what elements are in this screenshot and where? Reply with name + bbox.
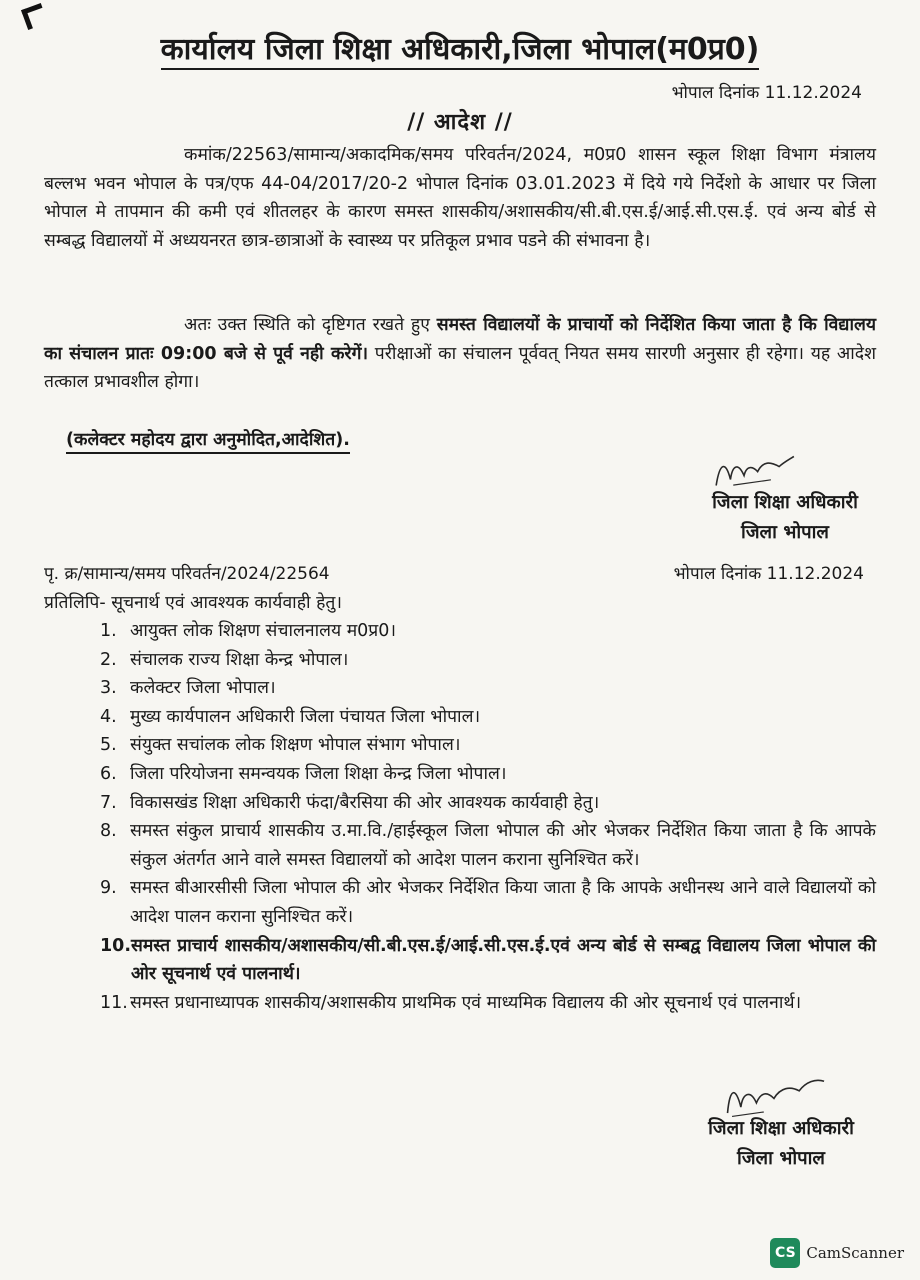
collector-approval-note: (कलेक्टर महोदय द्वारा अनुमोदित,आदेशित). xyxy=(66,428,350,454)
office-heading xyxy=(0,30,920,70)
list-item: 7. विकासखंड शिक्षा अधिकारी फंदा/बैरसिया की ओर आवश्यक कार्यवाही हेतु। xyxy=(100,792,600,813)
recipient-list xyxy=(100,617,876,1017)
list-item: 11. समस्त प्रधानाध्यापक शासकीय/अशासकीय प्राथमिक एवं माध्यमिक विद्यालय की ओर सूचनार्थ एवं पालनार्थ। xyxy=(100,992,802,1013)
signatory-block-2 xyxy=(676,1114,886,1174)
list-item: 8. समस्त संकुल प्राचार्य शासकीय उ.मा.वि./हाईस्कूल जिला भोपाल की ओर भेजकर निर्देशित किया जाता है कि आपके संकुल अंतर्गत आने वाले समस्त विद्यालयों को आदेश पालन कराना सुनिश्चित करें। xyxy=(100,821,876,870)
list-item: 2. संचालक राज्य शिक्षा केन्द्र भोपाल। xyxy=(100,649,349,670)
para2-directive: समस्त विद्यालयों के प्राचार्यो को निर्देशित किया जाता है कि विद्यालय का संचालन प्रातः 09:00 बजे से पूर्व नही करेगें। xyxy=(44,315,876,364)
list-item: 5. संयुक्त सचांलक लोक शिक्षण भोपाल संभाग भोपाल। xyxy=(100,735,461,756)
order-title: // आदेश // xyxy=(407,110,513,135)
camscanner-logo-icon: CS xyxy=(770,1238,800,1268)
list-item: 4. मुख्य कार्यपालन अधिकारी जिला पंचायत जिला भोपाल। xyxy=(100,706,481,727)
para2-intro: अतः उक्त स्थिति को दृष्टिगत रखते हुए xyxy=(184,315,437,335)
list-item: 10. समस्त प्राचार्य शासकीय/अशासकीय/सी.बी.एस.ई/आई.सी.एस.ई.एवं अन्य बोर्ड से सम्बद्व विद्यालय जिला भोपाल की ओर सूचनार्थ एवं पालनार्थ। xyxy=(100,935,876,985)
signatory-designation: जिला शिक्षा अधिकारी xyxy=(708,1118,854,1139)
signatory-designation: जिला शिक्षा अधिकारी xyxy=(712,492,858,513)
copy-date: भोपाल दिनांक 11.12.2024 xyxy=(673,564,864,584)
list-item: 9. समस्त बीआरसीसी जिला भोपाल की ओर भेजकर निर्देशित किया जाता है कि आपके अधीनस्थ आने वाले विद्यालयों को आदेश पालन कराना सुनिश्चित करें। xyxy=(100,878,876,927)
camscanner-brand: CamScanner xyxy=(806,1244,904,1262)
copy-reference-number: पृ. क्र/सामान्य/समय परिवर्तन/2024/22564 xyxy=(44,564,330,584)
list-item: 1. आयुक्त लोक शिक्षण संचालनालय म0प्र0। xyxy=(100,621,397,641)
para2-conclusion: परीक्षाओं का संचालन पूर्ववत् नियत समय सारणी अनुसार ही रहेगा। यह आदेश तत्काल प्रभावशील होगा। xyxy=(44,343,876,392)
list-item: 6. जिला परियोजना समन्वयक जिला शिक्षा केन्द्र जिला भोपाल। xyxy=(100,763,507,784)
order-paragraph-1: कमांक/22563/सामान्य/अकादमिक/समय परिवर्तन/2024, म0प्र0 शासन स्कूल शिक्षा विभाग मंत्रालय बल्लभ भवन भोपाल के पत्र/एफ 44-04/2017/20-2 भोपाल दिनांक 03.01.2023 में दिये गये निर्देशो के आधार पर जिला भोपाल मे तापमान की कमी एवं शीतलहर के कारण समस्त शासकीय/अशासकीय/सी.बी.एस.ई/आई.सी.एस.ई. एवं अन्य बोर्ड से सम्बद्ध विद्यालयों में अध्ययनरत छात्र-छात्राओं के स्वास्थ्य पर प्रतिकूल प्रभाव पडने की संभावना है। xyxy=(44,145,876,251)
list-item: 3. कलेक्टर जिला भोपाल। xyxy=(100,678,276,699)
order-paragraph-2 xyxy=(44,311,876,397)
signatory-block-1 xyxy=(680,488,890,548)
issue-date: भोपाल दिनांक 11.12.2024 xyxy=(671,83,862,103)
corner-mark-icon xyxy=(21,3,48,30)
camscanner-watermark xyxy=(770,1238,904,1268)
signatory-district: जिला भोपाल xyxy=(737,1148,825,1169)
signatory-district: जिला भोपाल xyxy=(741,522,829,543)
office-heading-text: कार्यालय जिला शिक्षा अधिकारी,जिला भोपाल(म0प्र0) xyxy=(161,32,760,70)
copy-to-line: प्रतिलिपि- सूचनार्थ एवं आवश्यक कार्यवाही हेतु। xyxy=(44,593,342,613)
